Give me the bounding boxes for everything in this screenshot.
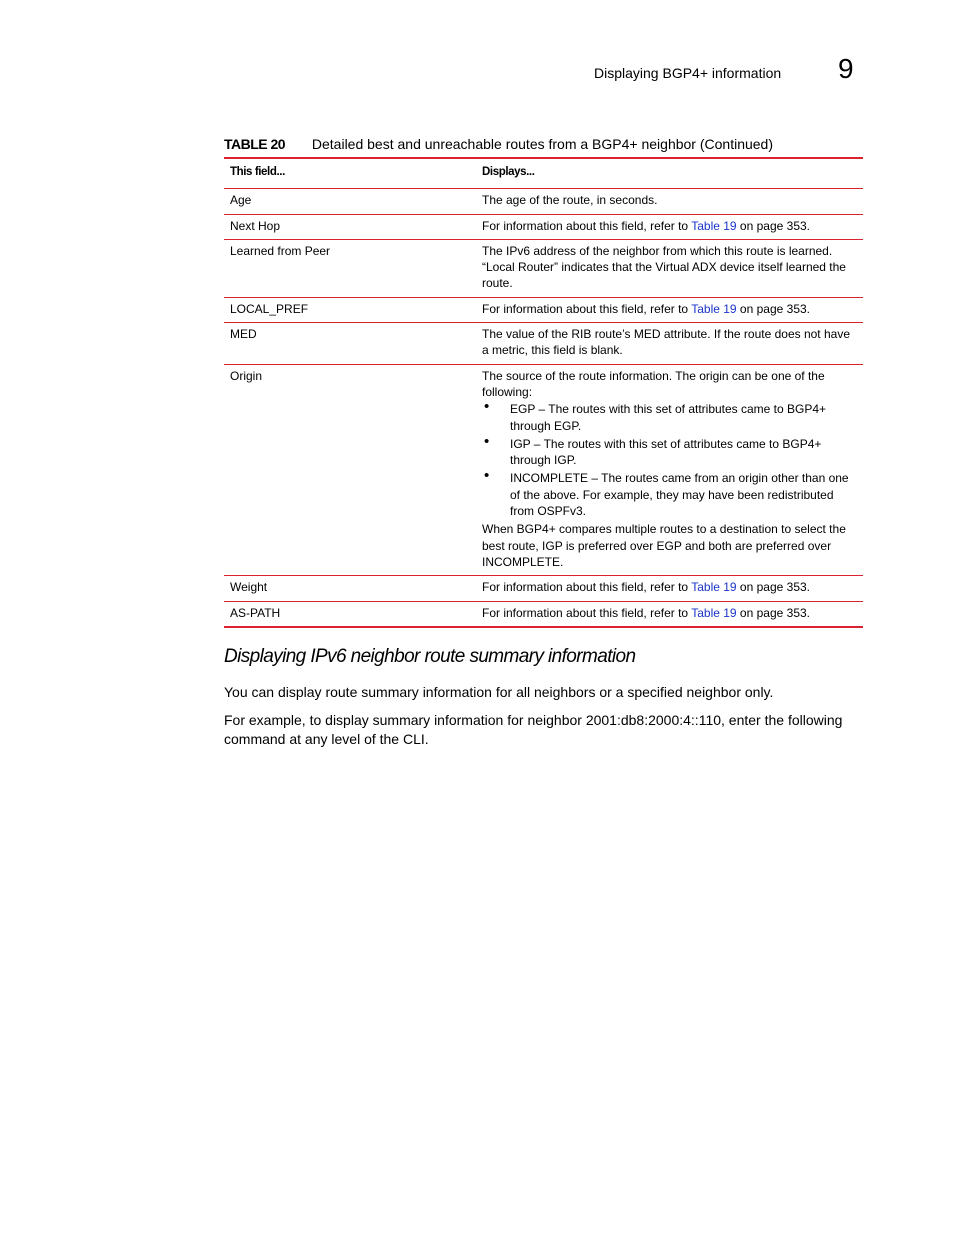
ref-prefix: For information about this field, refer to	[482, 580, 692, 595]
table-row	[224, 239, 863, 297]
field-name: AS-PATH	[230, 605, 281, 620]
field-description: The value of the RIB route’s MED attribute. If the route does not have a metric, this field is blank.	[476, 323, 863, 365]
field-description	[476, 214, 863, 239]
section-heading: Displaying IPv6 neighbor route summary information	[224, 646, 636, 667]
table-row	[224, 601, 863, 627]
table-caption	[224, 136, 864, 152]
body-paragraph: You can display route summary information for all neighbors or a specified neighbor only.	[224, 684, 774, 700]
field-name: Learned from Peer	[224, 239, 476, 297]
table-row	[224, 189, 863, 214]
table-row	[224, 364, 863, 576]
column-header-field: This field...	[224, 158, 476, 189]
ref-prefix: For information about this field, refer to	[482, 301, 692, 316]
field-description	[476, 576, 863, 601]
field-name: LOCAL_PREF	[224, 297, 476, 322]
field-name: Origin	[224, 364, 476, 576]
running-header-title: Displaying BGP4+ information	[594, 65, 782, 81]
field-description	[476, 297, 863, 322]
field-name: Age	[224, 189, 476, 214]
ref-prefix: For information about this field, refer to	[482, 218, 692, 233]
fields-table	[224, 157, 863, 628]
table-row	[224, 214, 863, 239]
column-header-displays: Displays...	[476, 158, 863, 189]
ref-prefix: For information about this field, refer to	[482, 605, 692, 620]
field-name: Next Hop	[224, 214, 476, 239]
field-name: MED	[224, 323, 476, 365]
ref-suffix: on page 353.	[736, 605, 810, 620]
table-row	[224, 323, 863, 365]
table-row	[224, 297, 863, 322]
ref-suffix: on page 353.	[736, 301, 810, 316]
origin-intro: The source of the route information. The origin can be one of the following:	[482, 368, 825, 399]
origin-note: When BGP4+ compares multiple routes to a destination to select the best route, IGP is preferred over EGP and both are preferred over INCOMPLETE.	[482, 522, 846, 569]
table-19-link[interactable]: Table 19	[691, 605, 737, 620]
origin-list	[482, 401, 857, 519]
field-name: Weight	[224, 576, 476, 601]
field-description: The age of the route, in seconds.	[476, 189, 863, 214]
list-item: • EGP – The routes with this set of attributes came to BGP4+ through EGP.	[482, 401, 857, 434]
list-item: • INCOMPLETE – The routes came from an origin other than one of the above. For example, they may have been redistributed from OSPFv3.	[482, 470, 857, 519]
table-header-row	[224, 158, 863, 189]
ref-suffix: on page 353.	[736, 218, 810, 233]
list-item: • IGP – The routes with this set of attributes came to BGP4+ through IGP.	[482, 436, 857, 469]
table-19-link[interactable]: Table 19	[691, 580, 737, 595]
chapter-number: 9	[838, 53, 854, 84]
table-title: Detailed best and unreachable routes from a BGP4+ neighbor (Continued)	[311, 136, 774, 152]
field-description: The IPv6 address of the neighbor from which this route is learned. “Local Router” indicates that the Virtual ADX device itself learned the route.	[476, 239, 863, 297]
body-paragraph: For example, to display summary information for neighbor 2001:db8:2000:4::110, enter the following command at any level of the CLI.	[224, 712, 843, 747]
table-row	[224, 576, 863, 601]
ref-suffix: on page 353.	[736, 580, 810, 595]
field-description	[476, 364, 863, 576]
table-19-link[interactable]: Table 19	[691, 218, 737, 233]
table-label: TABLE 20	[224, 136, 286, 152]
table-19-link[interactable]: Table 19	[691, 301, 737, 316]
field-description	[476, 601, 863, 627]
